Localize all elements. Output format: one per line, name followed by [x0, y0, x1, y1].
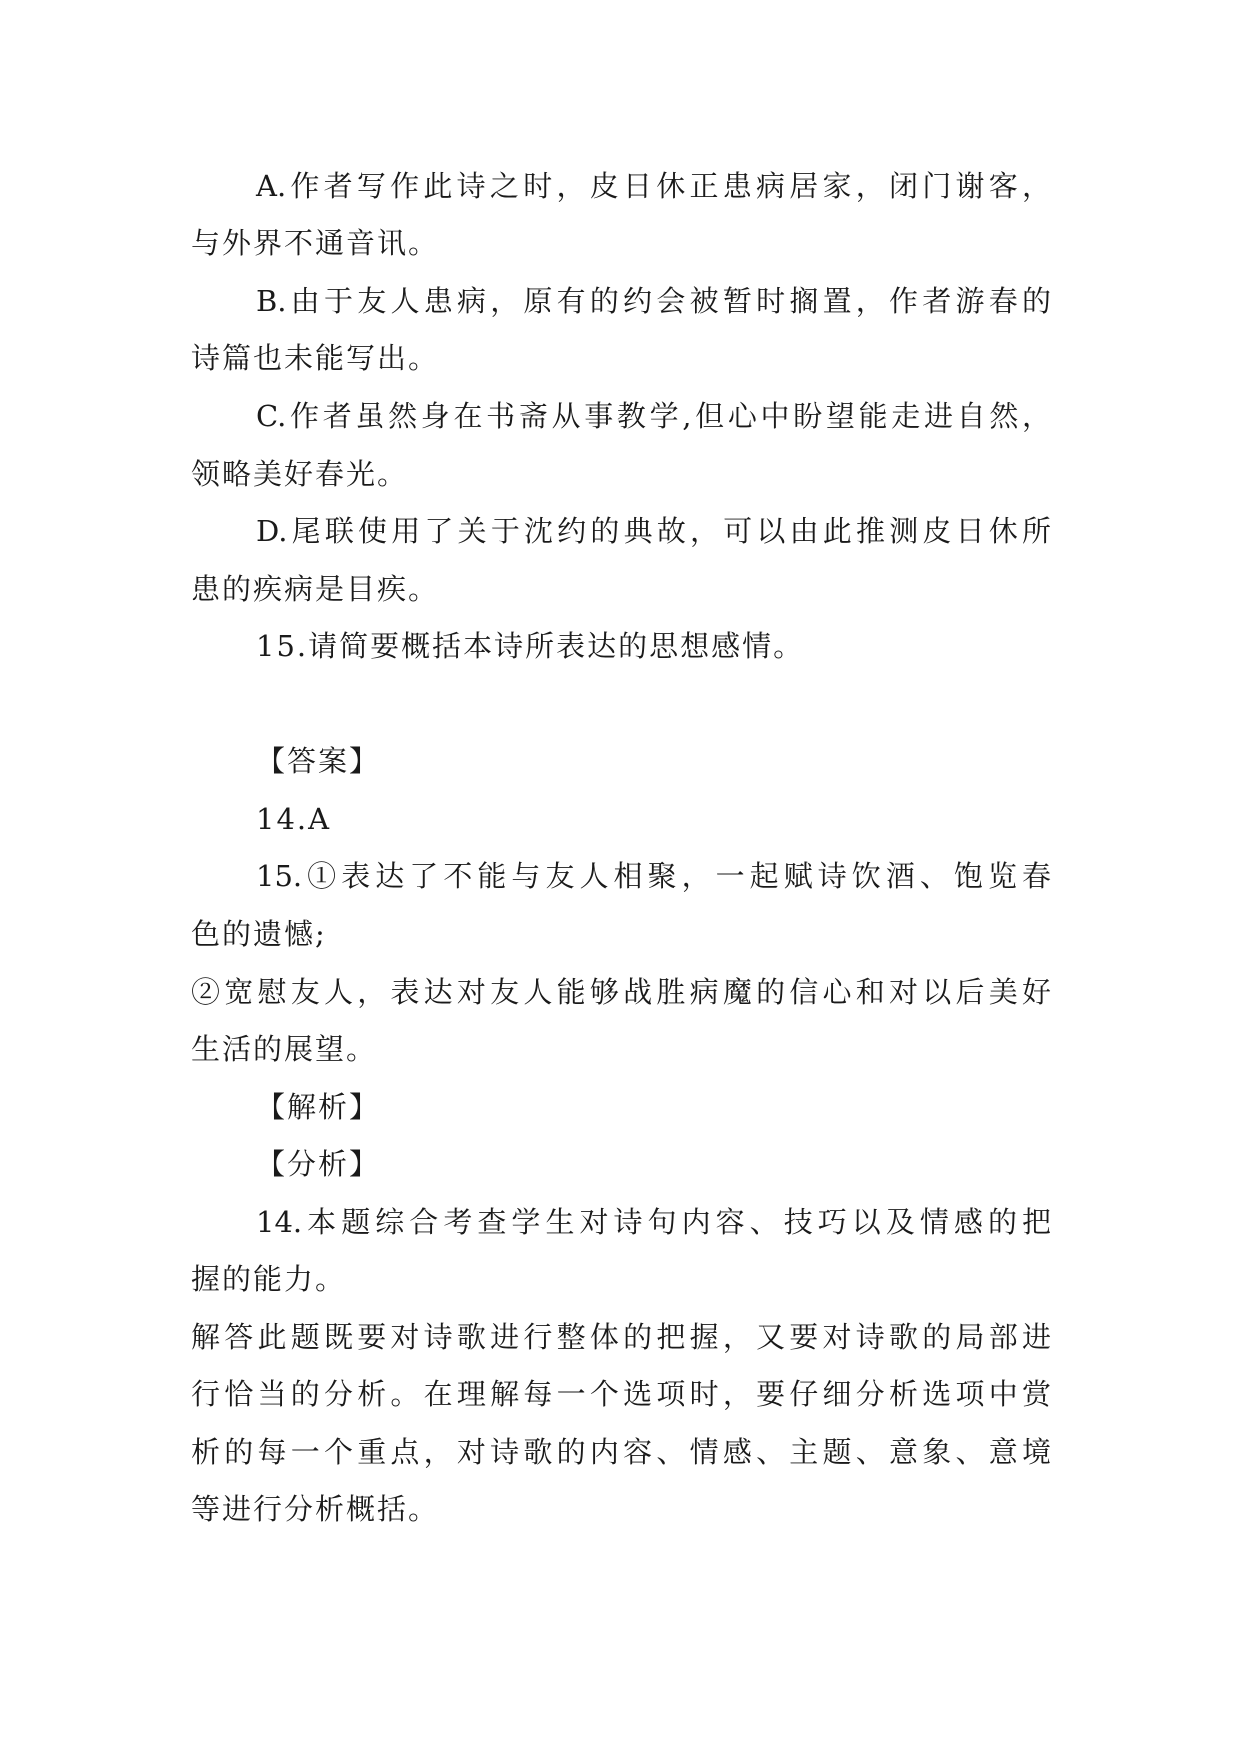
- breakdown-heading: 【分析】: [256, 1147, 381, 1181]
- analysis-heading: 【解析】: [256, 1090, 381, 1124]
- analysis-para-line-3: 析的每一个重点，对诗歌的内容、情感、主题、意象、意境: [191, 1435, 1051, 1469]
- answer-15-line-3: ②宽慰友人，表达对友人能够战胜病魔的信心和对以后美好: [191, 975, 1051, 1009]
- analysis-14-line-2: 握的能力。: [191, 1262, 347, 1296]
- option-a-line-2: 与外界不通音讯。: [191, 226, 440, 260]
- option-c-line-1: C.作者虽然身在书斋从事教学,但心中盼望能走进自然，: [256, 399, 1051, 433]
- option-a-line-1: A.作者写作此诗之时，皮日休正患病居家，闭门谢客，: [256, 169, 1051, 203]
- analysis-14-line-1: 14.本题综合考查学生对诗句内容、技巧以及情感的把: [256, 1205, 1051, 1239]
- analysis-para-line-1: 解答此题既要对诗歌进行整体的把握，又要对诗歌的局部进: [191, 1320, 1051, 1354]
- option-c-line-2: 领略美好春光。: [191, 457, 409, 491]
- answer-15-line-1: 15.①表达了不能与友人相聚，一起赋诗饮酒、饱览春: [256, 859, 1051, 893]
- option-d-line-2: 患的疾病是目疾。: [191, 572, 440, 606]
- option-b-line-1: B.由于友人患病，原有的约会被暂时搁置，作者游春的: [256, 284, 1051, 318]
- option-d-line-1: D.尾联使用了关于沈约的典故，可以由此推测皮日休所: [256, 514, 1051, 548]
- option-b-line-2: 诗篇也未能写出。: [191, 341, 440, 375]
- answer-15-line-4: 生活的展望。: [191, 1032, 378, 1066]
- analysis-para-line-2: 行恰当的分析。在理解每一个选项时，要仔细分析选项中赏: [191, 1377, 1051, 1411]
- answer-14: 14.A: [256, 802, 332, 836]
- analysis-para-line-4: 等进行分析概括。: [191, 1492, 440, 1526]
- question-15: 15.请简要概括本诗所表达的思想感情。: [256, 629, 805, 663]
- answer-heading: 【答案】: [256, 744, 381, 778]
- answer-15-line-2: 色的遗憾;: [191, 917, 327, 951]
